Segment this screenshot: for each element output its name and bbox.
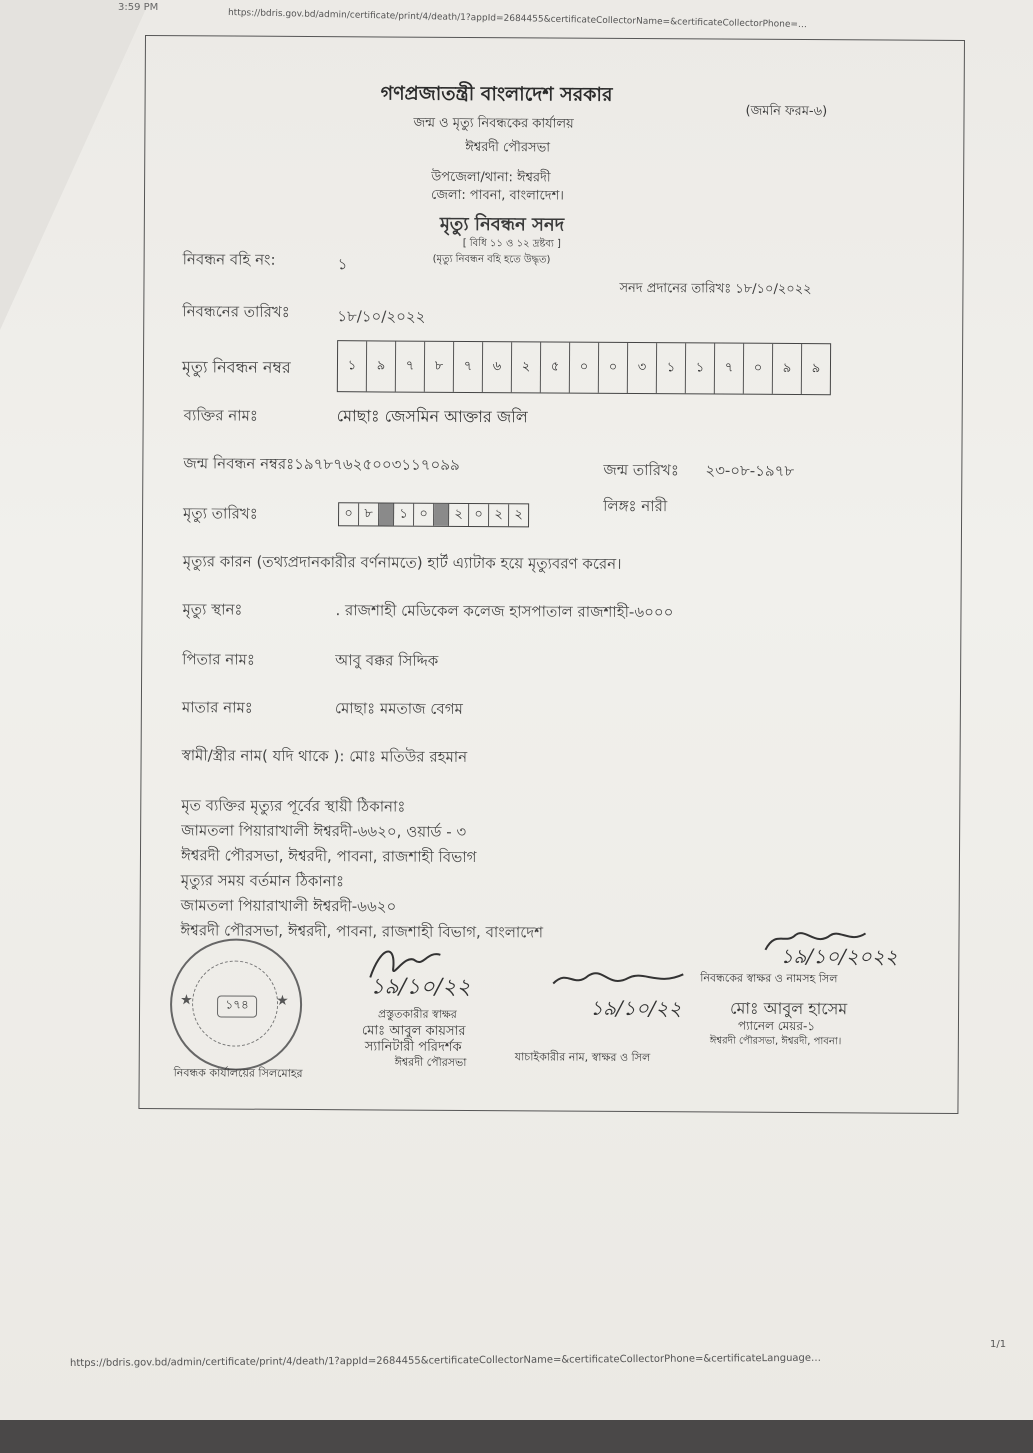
verifier-label: যাচাইকারীর নাম, স্বাক্ষর ও সিল	[514, 1050, 651, 1065]
upazila: উপজেলা/থানা: ঈশ্বরদী	[431, 169, 551, 186]
date-digit: ২	[489, 504, 509, 526]
office-seal	[170, 938, 303, 1071]
print-time: 3:59 PM	[118, 2, 159, 13]
digit-box: ৭	[715, 343, 744, 393]
verifier-sign-date: ১৯/১০/২২	[589, 995, 682, 1021]
spouse-name: স্বামী/স্ত্রীর নাম( যদি থাকে ): মোঃ মতিউর রহমান	[181, 746, 468, 766]
death-place-value: . রাজশাহী মেডিকেল কলেজ হাসপাতাল রাজশাহী-৬০০০	[335, 601, 674, 622]
seal-number: ১৭৪	[217, 995, 257, 1017]
star-icon: ★	[180, 992, 193, 1009]
mother-name-label: মাতার নামঃ	[181, 698, 253, 717]
father-name-label: পিতার নামঃ	[182, 650, 255, 669]
father-name-value: আবু বক্কর সিদ্দিক	[335, 651, 439, 670]
municipality-name: ঈশ্বরদী পৌরসভা	[465, 139, 551, 156]
star-icon: ★	[276, 992, 289, 1009]
print-header-url: https://bdris.gov.bd/admin/certificate/print/4/death/1?appId=2684455&certificateCollectorName=&certificateCollectorPhone=…	[227, 8, 808, 31]
death-date-boxes	[338, 502, 529, 527]
current-address-line2: ঈশ্বরদী পৌরসভা, ঈশ্বরদী, পাবনা, রাজশাহী বিভাগ, বাংলাদেশ	[180, 921, 544, 942]
preparer-sign-date: ১৯/১০/২২	[370, 974, 471, 1001]
digit-box: ০	[744, 344, 773, 394]
digit-box: ৩	[628, 343, 657, 393]
registrar-title: প্যানেল মেয়র-১	[737, 1018, 816, 1034]
date-digit: ২	[514, 506, 523, 522]
date-separator	[379, 503, 394, 525]
date-digit: ০	[469, 504, 489, 526]
person-name-value: মোছাঃ জেসমিন আক্তার জলি	[336, 406, 528, 427]
book-number-label: নিবন্ধন বহি নং:	[182, 250, 276, 269]
digit-box: ১	[657, 343, 686, 393]
digit-box: ৯	[367, 341, 396, 391]
district: জেলা: পাবনা, বাংলাদেশ।	[430, 187, 565, 204]
date-digit: ২	[449, 504, 469, 526]
cause-of-death: মৃত্যুর কারন (তথ্যপ্রদানকারীর বর্ণনামতে) হার্ট এ্যাটাক হয়ে মৃত্যুবরণ করেন।	[182, 552, 622, 573]
digit-box: ১	[338, 341, 367, 391]
permanent-address-label: মৃত ব্যক্তির মৃত্যুর পূর্বের স্থায়ী ঠিকানাঃ	[181, 796, 406, 816]
digit-box: ৫	[541, 342, 570, 392]
preparer-label: প্রস্তুতকারীর স্বাক্ষর	[377, 1007, 457, 1021]
registrar-sign-date: ১৯/১০/২০২২	[780, 943, 898, 969]
digit-box: ০	[599, 343, 628, 393]
certificate-title: মৃত্যু নিবন্ধন সনদ	[439, 213, 565, 236]
permanent-address-line1: জামতলা পিয়ারাখালী ঈশ্বরদী-৬৬২০, ওয়ার্ড - ৩	[181, 821, 467, 841]
issue-date: সনদ প্রদানের তারিখঃ ১৮/১০/২০২২	[619, 280, 812, 298]
preparer-title: স্যানিটারী পরিদর্শক	[364, 1039, 462, 1055]
print-footer-url: https://bdris.gov.bd/admin/certificate/print/4/death/1?appId=2684455&certificateCollectorName=&certificateCollectorPhone=&certificateLanguage…	[69, 1352, 822, 1369]
current-address-label: মৃত্যুর সময় বর্তমান ঠিকানাঃ	[180, 871, 345, 891]
registration-date-value: ১৮/১০/২০২২	[337, 307, 426, 326]
permanent-address-line2: ঈশ্বরদী পৌরসভা, ঈশ্বরদী, পাবনা, রাজশাহী বিভাগ	[180, 846, 477, 867]
form-number: (জমনি ফরম-৬)	[745, 103, 828, 120]
digit-box: ১	[686, 343, 715, 393]
book-number-value: ১	[337, 255, 348, 274]
digit-box: ০	[570, 343, 599, 393]
registrar-name: মোঃ আবুল হাসেম	[730, 998, 848, 1019]
mother-name-value: মোছাঃ মমতাজ বেগম	[334, 699, 463, 718]
birth-reg-number: জন্ম নিবন্ধন নম্বরঃ১৯৭৮৭৬২৫০০৩১১৭০৯৯	[183, 454, 460, 474]
birth-date-value: ২৩-০৮-১৯৭৮	[705, 461, 795, 480]
digit-box: ৯	[773, 344, 802, 394]
paper-fold	[0, 0, 150, 330]
print-page-count: 1/1	[990, 1339, 1007, 1350]
person-name-label: ব্যক্তির নামঃ	[183, 406, 258, 425]
death-reg-number-boxes	[337, 340, 831, 395]
registrar-org: ঈশ্বরদী পৌরসভা, ঈশ্বরদী, পাবনা।	[709, 1035, 842, 1048]
office-title: জন্ম ও মৃত্যু নিবন্ধকের কার্যালয়	[413, 115, 574, 132]
preparer-org: ঈশ্বরদী পৌরসভা	[394, 1055, 467, 1069]
date-digit: ০	[339, 503, 359, 525]
digit-box: ৭	[454, 342, 483, 392]
digit-box: ৭	[396, 342, 425, 392]
registration-date-label: নিবন্ধনের তারিখঃ	[182, 302, 290, 321]
digit-box: ৬	[483, 342, 512, 392]
date-separator	[434, 504, 449, 526]
registrar-label: নিবন্ধকের স্বাক্ষর ও নামসহ সিল	[700, 971, 838, 986]
date-digit: ৮	[359, 503, 379, 525]
death-place-label: মৃত্যু স্থানঃ	[182, 600, 243, 619]
verifier-signature	[548, 963, 688, 994]
digit-box: ২	[512, 342, 541, 392]
government-title: গণপ্রজাতন্ত্রী বাংলাদেশ সরকার	[380, 82, 613, 106]
digit-box: ৯	[811, 360, 821, 376]
death-certificate	[138, 35, 965, 1114]
gender: লিঙ্গঃ নারী	[603, 496, 668, 516]
digit-box: ৮	[425, 342, 454, 392]
source-note: (মৃত্যু নিবন্ধন বহি হতে উদ্ধৃত)	[432, 253, 551, 266]
death-date-label: মৃত্যু তারিখঃ	[183, 504, 258, 523]
date-digit: ০	[414, 504, 434, 526]
seal-label: নিবন্ধক কার্যালয়ের সিলমোহর	[173, 1066, 303, 1080]
death-reg-number-label: মৃত্যু নিবন্ধন নম্বর	[181, 357, 291, 377]
preparer-name: মোঃ আবুল কায়সার	[361, 1023, 466, 1039]
birth-date-label: জন্ম তারিখঃ	[603, 460, 679, 480]
date-digit: ১	[394, 504, 414, 526]
current-address-line1: জামতলা পিয়ারাখালী ঈশ্বরদী-৬৬২০	[180, 896, 397, 916]
rule-reference: [ বিধি ১১ ও ১২ দ্রষ্টব্য ]	[462, 237, 561, 250]
